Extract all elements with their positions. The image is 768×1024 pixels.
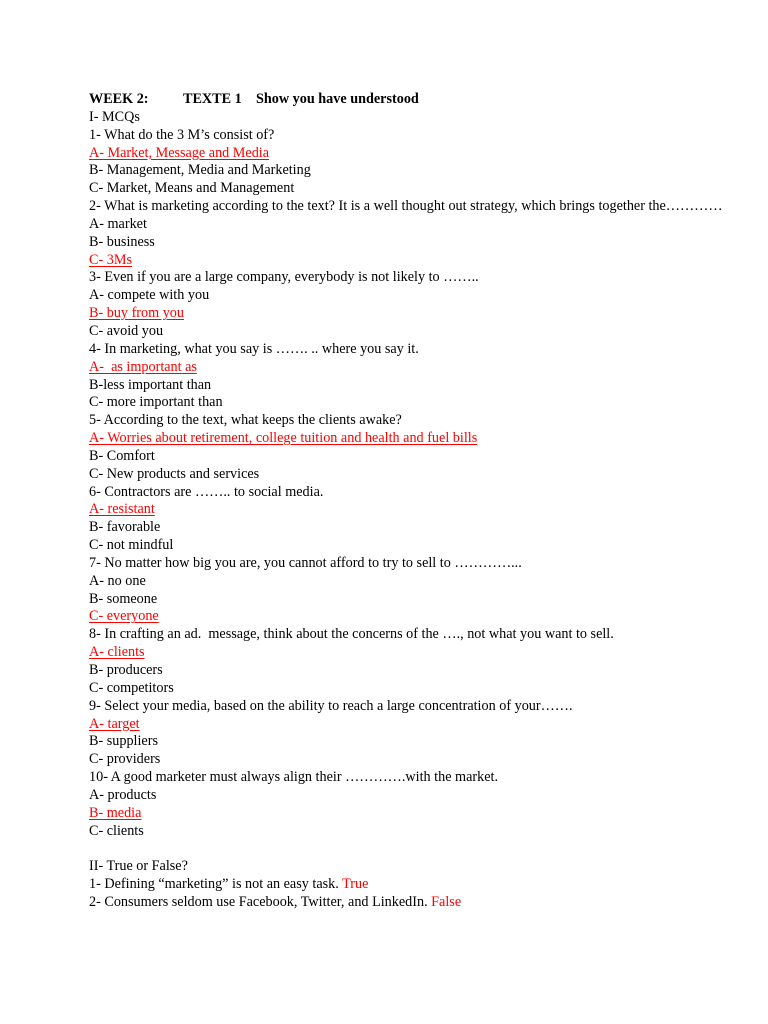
option-c: C- not mindful (89, 537, 174, 554)
option-b: B- Comfort (89, 447, 155, 464)
option-a-correct: A- Market, Message and Media (89, 144, 270, 161)
tf-answer: False (431, 893, 462, 910)
question-block (89, 341, 729, 412)
option-a-correct: A- resistant (89, 501, 155, 518)
option-b-correct: B- media (89, 804, 142, 821)
question-text: 6- Contractors are …….. to social media. (89, 483, 324, 500)
question-block (89, 555, 729, 626)
question-block (89, 412, 729, 483)
question-text: 7- No matter how big you are, you cannot afford to try to sell to …………... (89, 554, 522, 571)
question-text: 1- What do the 3 M’s consist of? (89, 126, 275, 143)
question-text: 4- In marketing, what you say is ……. .. where you say it. (89, 340, 419, 357)
question-text: 3- Even if you are a large company, everybody is not likely to …….. (89, 269, 479, 286)
heading-title: Show you have understood (256, 91, 419, 107)
option-b: B- suppliers (89, 733, 158, 750)
option-a: A- market (89, 215, 147, 232)
worksheet (89, 91, 729, 912)
option-c: C- clients (89, 822, 144, 839)
question-block (89, 198, 729, 269)
option-b: B- favorable (89, 519, 161, 536)
option-a: A- compete with you (89, 287, 210, 304)
question-text: 9- Select your media, based on the ability to reach a large concentration of your……. (89, 697, 573, 714)
true-false-item (89, 876, 729, 894)
spacer (89, 840, 729, 858)
option-b: B- someone (89, 590, 158, 607)
option-c: C- competitors (89, 679, 174, 696)
option-a-correct: A- Worries about retirement, college tuition and health and fuel bills (89, 430, 478, 447)
question-block (89, 626, 729, 697)
heading-texte: TEXTE 1 (183, 91, 242, 107)
option-c: C- more important than (89, 394, 223, 411)
question-block (89, 769, 729, 840)
option-c: C- avoid you (89, 322, 164, 339)
option-c-correct: C- 3Ms (89, 251, 132, 268)
option-c-correct: C- everyone (89, 608, 159, 625)
question-block (89, 127, 729, 198)
option-a: A- products (89, 786, 157, 803)
option-a-correct: A- as important as (89, 358, 197, 375)
section-1-title: I- MCQs (89, 108, 140, 125)
worksheet-heading (89, 91, 729, 109)
option-c: C- Market, Means and Management (89, 180, 295, 197)
question-text: 2- What is marketing according to the text? It is a well thought out strategy, which brings together the………… (89, 198, 723, 215)
tf-statement: 1- Defining “marketing” is not an easy task. (89, 876, 339, 893)
option-a: A- no one (89, 572, 146, 589)
option-b: B-less important than (89, 376, 212, 393)
section-2-title: II- True or False? (89, 858, 188, 875)
tf-answer: True (342, 876, 369, 893)
question-text: 8- In crafting an ad. message, think about the concerns of the …., not what you want to sell. (89, 626, 614, 643)
question-block (89, 698, 729, 769)
question-text: 10- A good marketer must always align their ………….with the market. (89, 769, 498, 786)
option-b: B- Management, Media and Marketing (89, 162, 311, 179)
true-false-item (89, 894, 729, 912)
question-text: 5- According to the text, what keeps the clients awake? (89, 412, 402, 429)
option-a-correct: A- clients (89, 644, 145, 661)
question-block (89, 269, 729, 340)
heading-week: WEEK 2: (89, 91, 149, 107)
tf-statement: 2- Consumers seldom use Facebook, Twitter, and LinkedIn. (89, 893, 428, 910)
question-block (89, 484, 729, 555)
option-b: B- business (89, 233, 155, 250)
option-b-correct: B- buy from you (89, 305, 184, 322)
option-c: C- New products and services (89, 465, 260, 482)
option-b: B- producers (89, 662, 163, 678)
option-a-correct: A- target (89, 715, 140, 732)
option-c: C- providers (89, 751, 161, 768)
